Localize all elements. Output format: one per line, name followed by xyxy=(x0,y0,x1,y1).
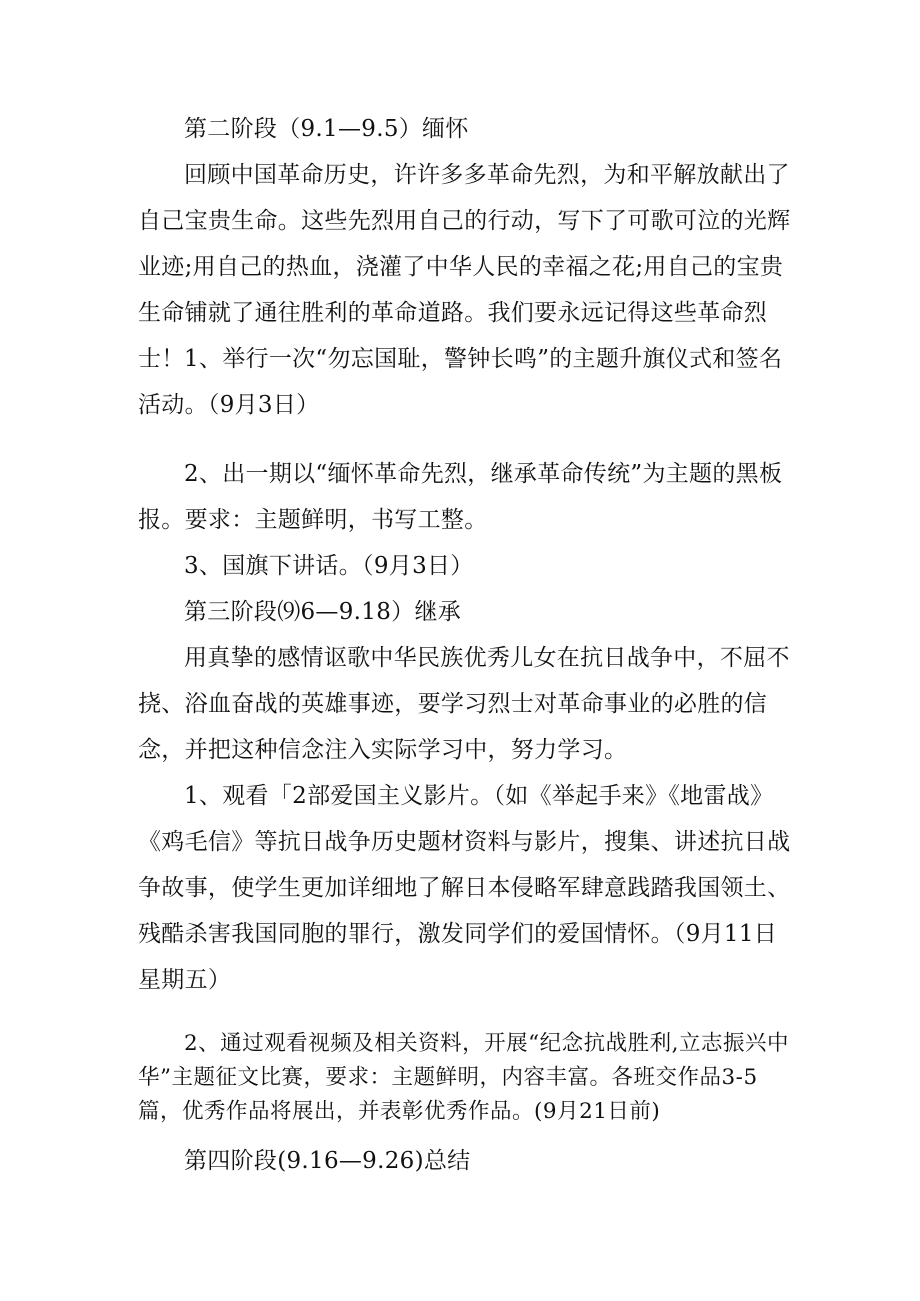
list-item-blackboard: 2、出一期以“缅怀革命先烈，继承革命传统”为主题的黑板报。要求：主题鲜明，书写工整。 xyxy=(138,461,783,533)
list-item-speech: 3、国旗下讲话。（9月3日） xyxy=(184,553,474,579)
paragraph-inheritance: 用真挚的感情讴歌中华民族优秀儿女在抗日战争中，不屈不挠、浴血奋战的英雄事迹，要学习烈士对革命事业的必胜的信念，并把这种信念注入实际学习中，努力学习。 xyxy=(138,645,790,763)
paragraph-remembrance: 回顾中国革命历史，许许多多革命先烈，为和平解放献出了自己宝贵生命。这些先烈用自己的行动，写下了可歌可泣的光辉业迹;用自己的热血，浇灌了中华人民的幸福之花;用自己的宝贵生命铺就了通往胜利的革命道路。我们要永远记得这些革命烈士！ xyxy=(138,162,791,372)
heading-stage-two: 第二阶段（9.1—9.5）缅怀 xyxy=(184,116,469,142)
list-item-movies: 1、观看「2部爱国主义影片。（如《举起手来》《地雷战》《鸡毛信》等抗日战争历史题材资料与影片，搜集、讲述抗日战争故事，使学生更加详细地了解日本侵略军肆意践踏我国领土、残酷杀害我国同胞的罪行，激发同学们的爱国情怀。（9月11日星期五） xyxy=(138,783,791,993)
list-item-essay-contest: 2、通过观看视频及相关资料，开展“纪念抗战胜利,立志振兴中华”主题征文比赛，要求：主题鲜明，内容丰富。各班交作品3-5篇，优秀作品将展出，并表彰优秀作品。(9月21日前) xyxy=(138,1031,790,1124)
heading-stage-four: 第四阶段(9.16—9.26)总结 xyxy=(184,1148,471,1174)
list-item-flag-ceremony: 1、举行一次“勿忘国耻，警钟长鸣”的主题升旗仪式和签名活动。（9月3日） xyxy=(138,346,783,418)
heading-stage-three: 第三阶段⑼6—9.18）继承 xyxy=(184,599,462,625)
